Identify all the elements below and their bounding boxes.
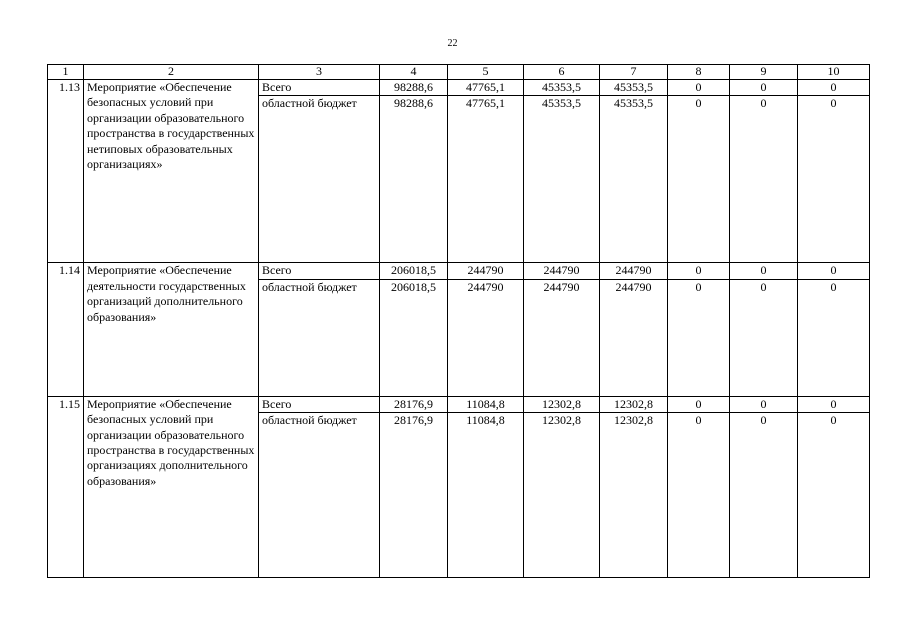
value-cell: 206018,5 bbox=[380, 279, 448, 396]
header-row bbox=[48, 65, 870, 80]
value-cell: 0 bbox=[730, 263, 798, 279]
header-cell: 6 bbox=[524, 65, 600, 80]
value-cell: 0 bbox=[798, 80, 870, 96]
value-cell: 12302,8 bbox=[600, 413, 668, 578]
row-id: 1.13 bbox=[48, 80, 84, 263]
value-cell: 206018,5 bbox=[380, 263, 448, 279]
value-cell: 0 bbox=[730, 413, 798, 578]
table-row bbox=[48, 80, 870, 96]
header-cell: 8 bbox=[668, 65, 730, 80]
header-cell: 1 bbox=[48, 65, 84, 80]
measure-name: Мероприятие «Обеспечение безопасных условий при организации образовательного пространства в государственных организациях дополнительного образования» bbox=[84, 396, 259, 577]
value-cell: 28176,9 bbox=[380, 413, 448, 578]
value-cell: 244790 bbox=[448, 279, 524, 396]
value-cell: 11084,8 bbox=[448, 396, 524, 412]
value-cell: 28176,9 bbox=[380, 396, 448, 412]
funding-source: Всего bbox=[259, 396, 380, 412]
value-cell: 0 bbox=[798, 96, 870, 263]
funding-source: областной бюджет bbox=[259, 413, 380, 578]
table-row bbox=[48, 396, 870, 412]
value-cell: 0 bbox=[730, 396, 798, 412]
value-cell: 244790 bbox=[524, 263, 600, 279]
value-cell: 0 bbox=[798, 263, 870, 279]
funding-source: Всего bbox=[259, 80, 380, 96]
value-cell: 0 bbox=[798, 279, 870, 396]
value-cell: 98288,6 bbox=[380, 96, 448, 263]
value-cell: 0 bbox=[730, 80, 798, 96]
value-cell: 98288,6 bbox=[380, 80, 448, 96]
value-cell: 12302,8 bbox=[600, 396, 668, 412]
value-cell: 244790 bbox=[448, 263, 524, 279]
header-cell: 2 bbox=[84, 65, 259, 80]
value-cell: 0 bbox=[668, 396, 730, 412]
value-cell: 244790 bbox=[524, 279, 600, 396]
value-cell: 0 bbox=[668, 80, 730, 96]
value-cell: 244790 bbox=[600, 263, 668, 279]
header-cell: 9 bbox=[730, 65, 798, 80]
value-cell: 0 bbox=[668, 263, 730, 279]
value-cell: 0 bbox=[730, 279, 798, 396]
value-cell: 0 bbox=[798, 396, 870, 412]
value-cell: 0 bbox=[668, 96, 730, 263]
budget-table bbox=[47, 64, 870, 578]
value-cell: 0 bbox=[730, 96, 798, 263]
value-cell: 0 bbox=[668, 413, 730, 578]
value-cell: 45353,5 bbox=[600, 96, 668, 263]
row-id: 1.14 bbox=[48, 263, 84, 396]
table-row bbox=[48, 263, 870, 279]
header-cell: 3 bbox=[259, 65, 380, 80]
value-cell: 0 bbox=[798, 413, 870, 578]
value-cell: 11084,8 bbox=[448, 413, 524, 578]
value-cell: 47765,1 bbox=[448, 96, 524, 263]
value-cell: 45353,5 bbox=[524, 80, 600, 96]
value-cell: 45353,5 bbox=[524, 96, 600, 263]
funding-source: областной бюджет bbox=[259, 279, 380, 396]
value-cell: 45353,5 bbox=[600, 80, 668, 96]
row-id: 1.15 bbox=[48, 396, 84, 577]
measure-name: Мероприятие «Обеспечение безопасных условий при организации образовательного пространства в государственных нетиповых образовательных организациях» bbox=[84, 80, 259, 263]
header-cell: 7 bbox=[600, 65, 668, 80]
header-cell: 4 bbox=[380, 65, 448, 80]
value-cell: 47765,1 bbox=[448, 80, 524, 96]
page-number: 22 bbox=[447, 38, 458, 49]
funding-source: областной бюджет bbox=[259, 96, 380, 263]
header-cell: 5 bbox=[448, 65, 524, 80]
header-cell: 10 bbox=[798, 65, 870, 80]
value-cell: 0 bbox=[668, 279, 730, 396]
value-cell: 244790 bbox=[600, 279, 668, 396]
funding-source: Всего bbox=[259, 263, 380, 279]
value-cell: 12302,8 bbox=[524, 396, 600, 412]
measure-name: Мероприятие «Обеспечение деятельности государственных организаций дополнительного образования» bbox=[84, 263, 259, 396]
value-cell: 12302,8 bbox=[524, 413, 600, 578]
